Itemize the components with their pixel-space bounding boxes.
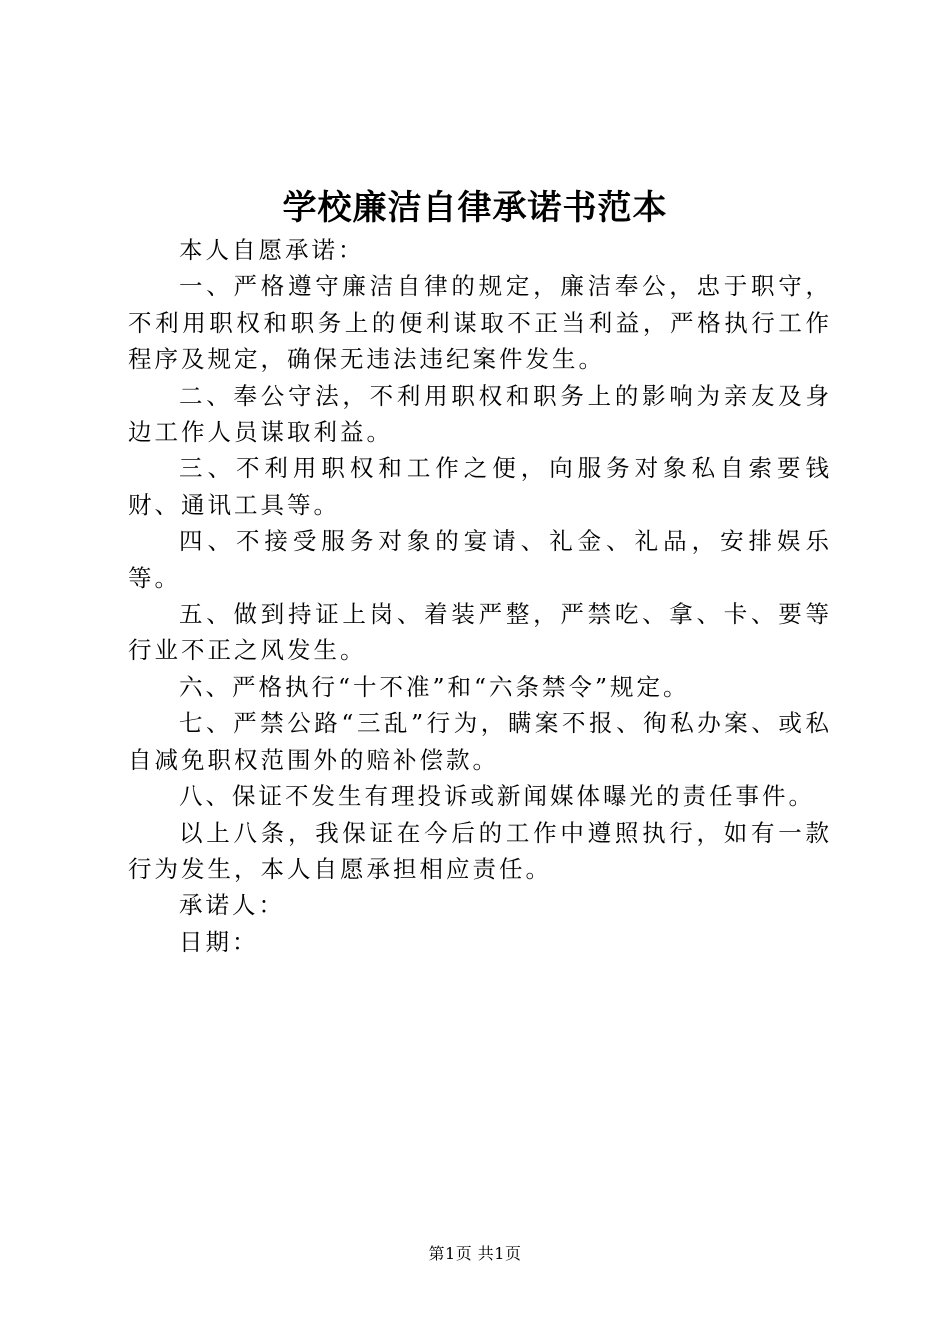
clause-8: 八、保证不发生有理投诉或新闻媒体曝光的责任事件。	[179, 782, 815, 811]
clause-6: 六、严格执行“十不准”和“六条禁令”规定。	[179, 672, 690, 701]
clause-4: 四、不接受服务对象的宴请、礼金、礼品，安排娱乐等。	[128, 527, 832, 592]
clause-7: 七、严禁公路“三乱”行为，瞒案不报、徇私办案、或私自减免职权范围外的赔补偿款。	[128, 709, 832, 774]
clause-5: 五、做到持证上岗、着装严整，严禁吃、拿、卡、要等行业不正之风发生。	[128, 600, 832, 665]
clause-2: 二、奉公守法，不利用职权和职务上的影响为亲友及身边工作人员谋取利益。	[128, 381, 832, 447]
clause-1: 一、严格遵守廉洁自律的规定，廉洁奉公，忠于职守，不利用职权和职务上的便利谋取不正当利益，严格执行工作程序及规定，确保无违法违纪案件发生。	[128, 272, 832, 374]
clause-3: 三、不利用职权和工作之便，向服务对象私自索要钱财、通讯工具等。	[128, 454, 832, 519]
intro-paragraph: 本人自愿承诺：	[179, 236, 365, 264]
document-body	[128, 232, 832, 960]
signatory-label: 承诺人：	[179, 891, 285, 920]
date-label: 日期：	[179, 927, 259, 956]
document-title: 学校廉洁自律承诺书范本	[282, 188, 668, 228]
page-footer: 第1页 共1页	[428, 1244, 522, 1263]
summary-paragraph: 以上八条，我保证在今后的工作中遵照执行，如有一款行为发生，本人自愿承担相应责任。	[128, 818, 832, 883]
